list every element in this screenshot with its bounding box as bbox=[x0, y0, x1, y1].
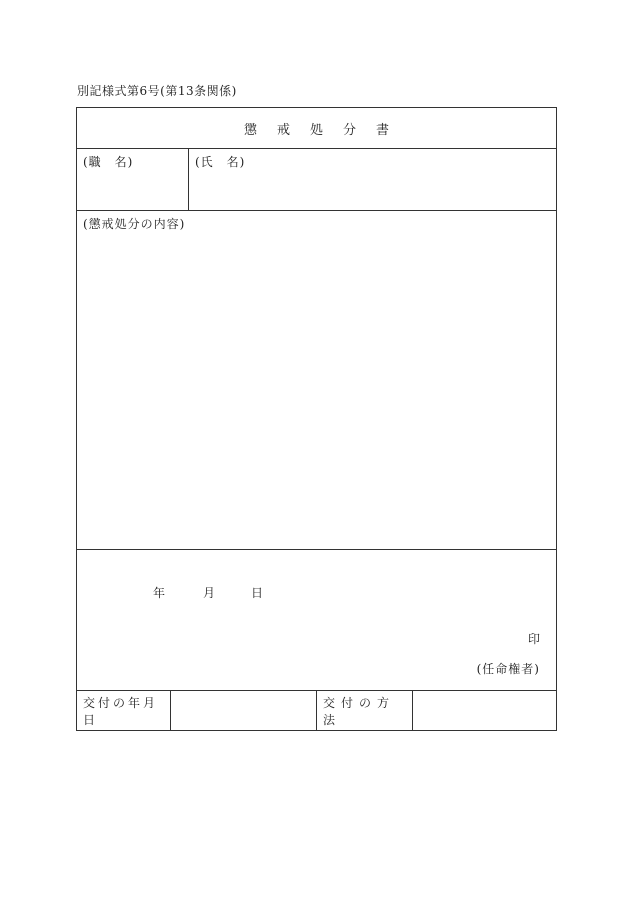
position-field[interactable] bbox=[77, 149, 189, 210]
seal-mark: 印 bbox=[527, 632, 540, 646]
day-label: 日 bbox=[251, 586, 264, 600]
position-label: (職 名) bbox=[83, 155, 134, 169]
name-label: (氏 名) bbox=[195, 155, 246, 169]
form-title: 懲戒処分書 bbox=[243, 122, 409, 138]
delivery-date-field[interactable] bbox=[171, 691, 317, 730]
form-title-row bbox=[77, 108, 556, 149]
disciplinary-form bbox=[76, 107, 557, 731]
month-label: 月 bbox=[203, 586, 216, 600]
issue-date[interactable] bbox=[153, 584, 263, 601]
content-label: (懲戒処分の内容) bbox=[83, 217, 186, 231]
delivery-date-label: 交付の年月日 bbox=[77, 691, 171, 730]
content-field[interactable] bbox=[77, 211, 556, 550]
delivery-method-label: 交付の方法 bbox=[317, 691, 413, 730]
issue-date-section bbox=[77, 550, 556, 691]
delivery-method-field[interactable] bbox=[413, 691, 556, 730]
authority-label: (任命権者) bbox=[476, 662, 540, 676]
form-caption: 別記様式第6号(第13条関係) bbox=[77, 84, 237, 98]
year-label: 年 bbox=[153, 586, 166, 600]
position-name-row bbox=[77, 149, 556, 211]
delivery-row bbox=[77, 691, 556, 730]
name-field[interactable] bbox=[189, 149, 556, 210]
